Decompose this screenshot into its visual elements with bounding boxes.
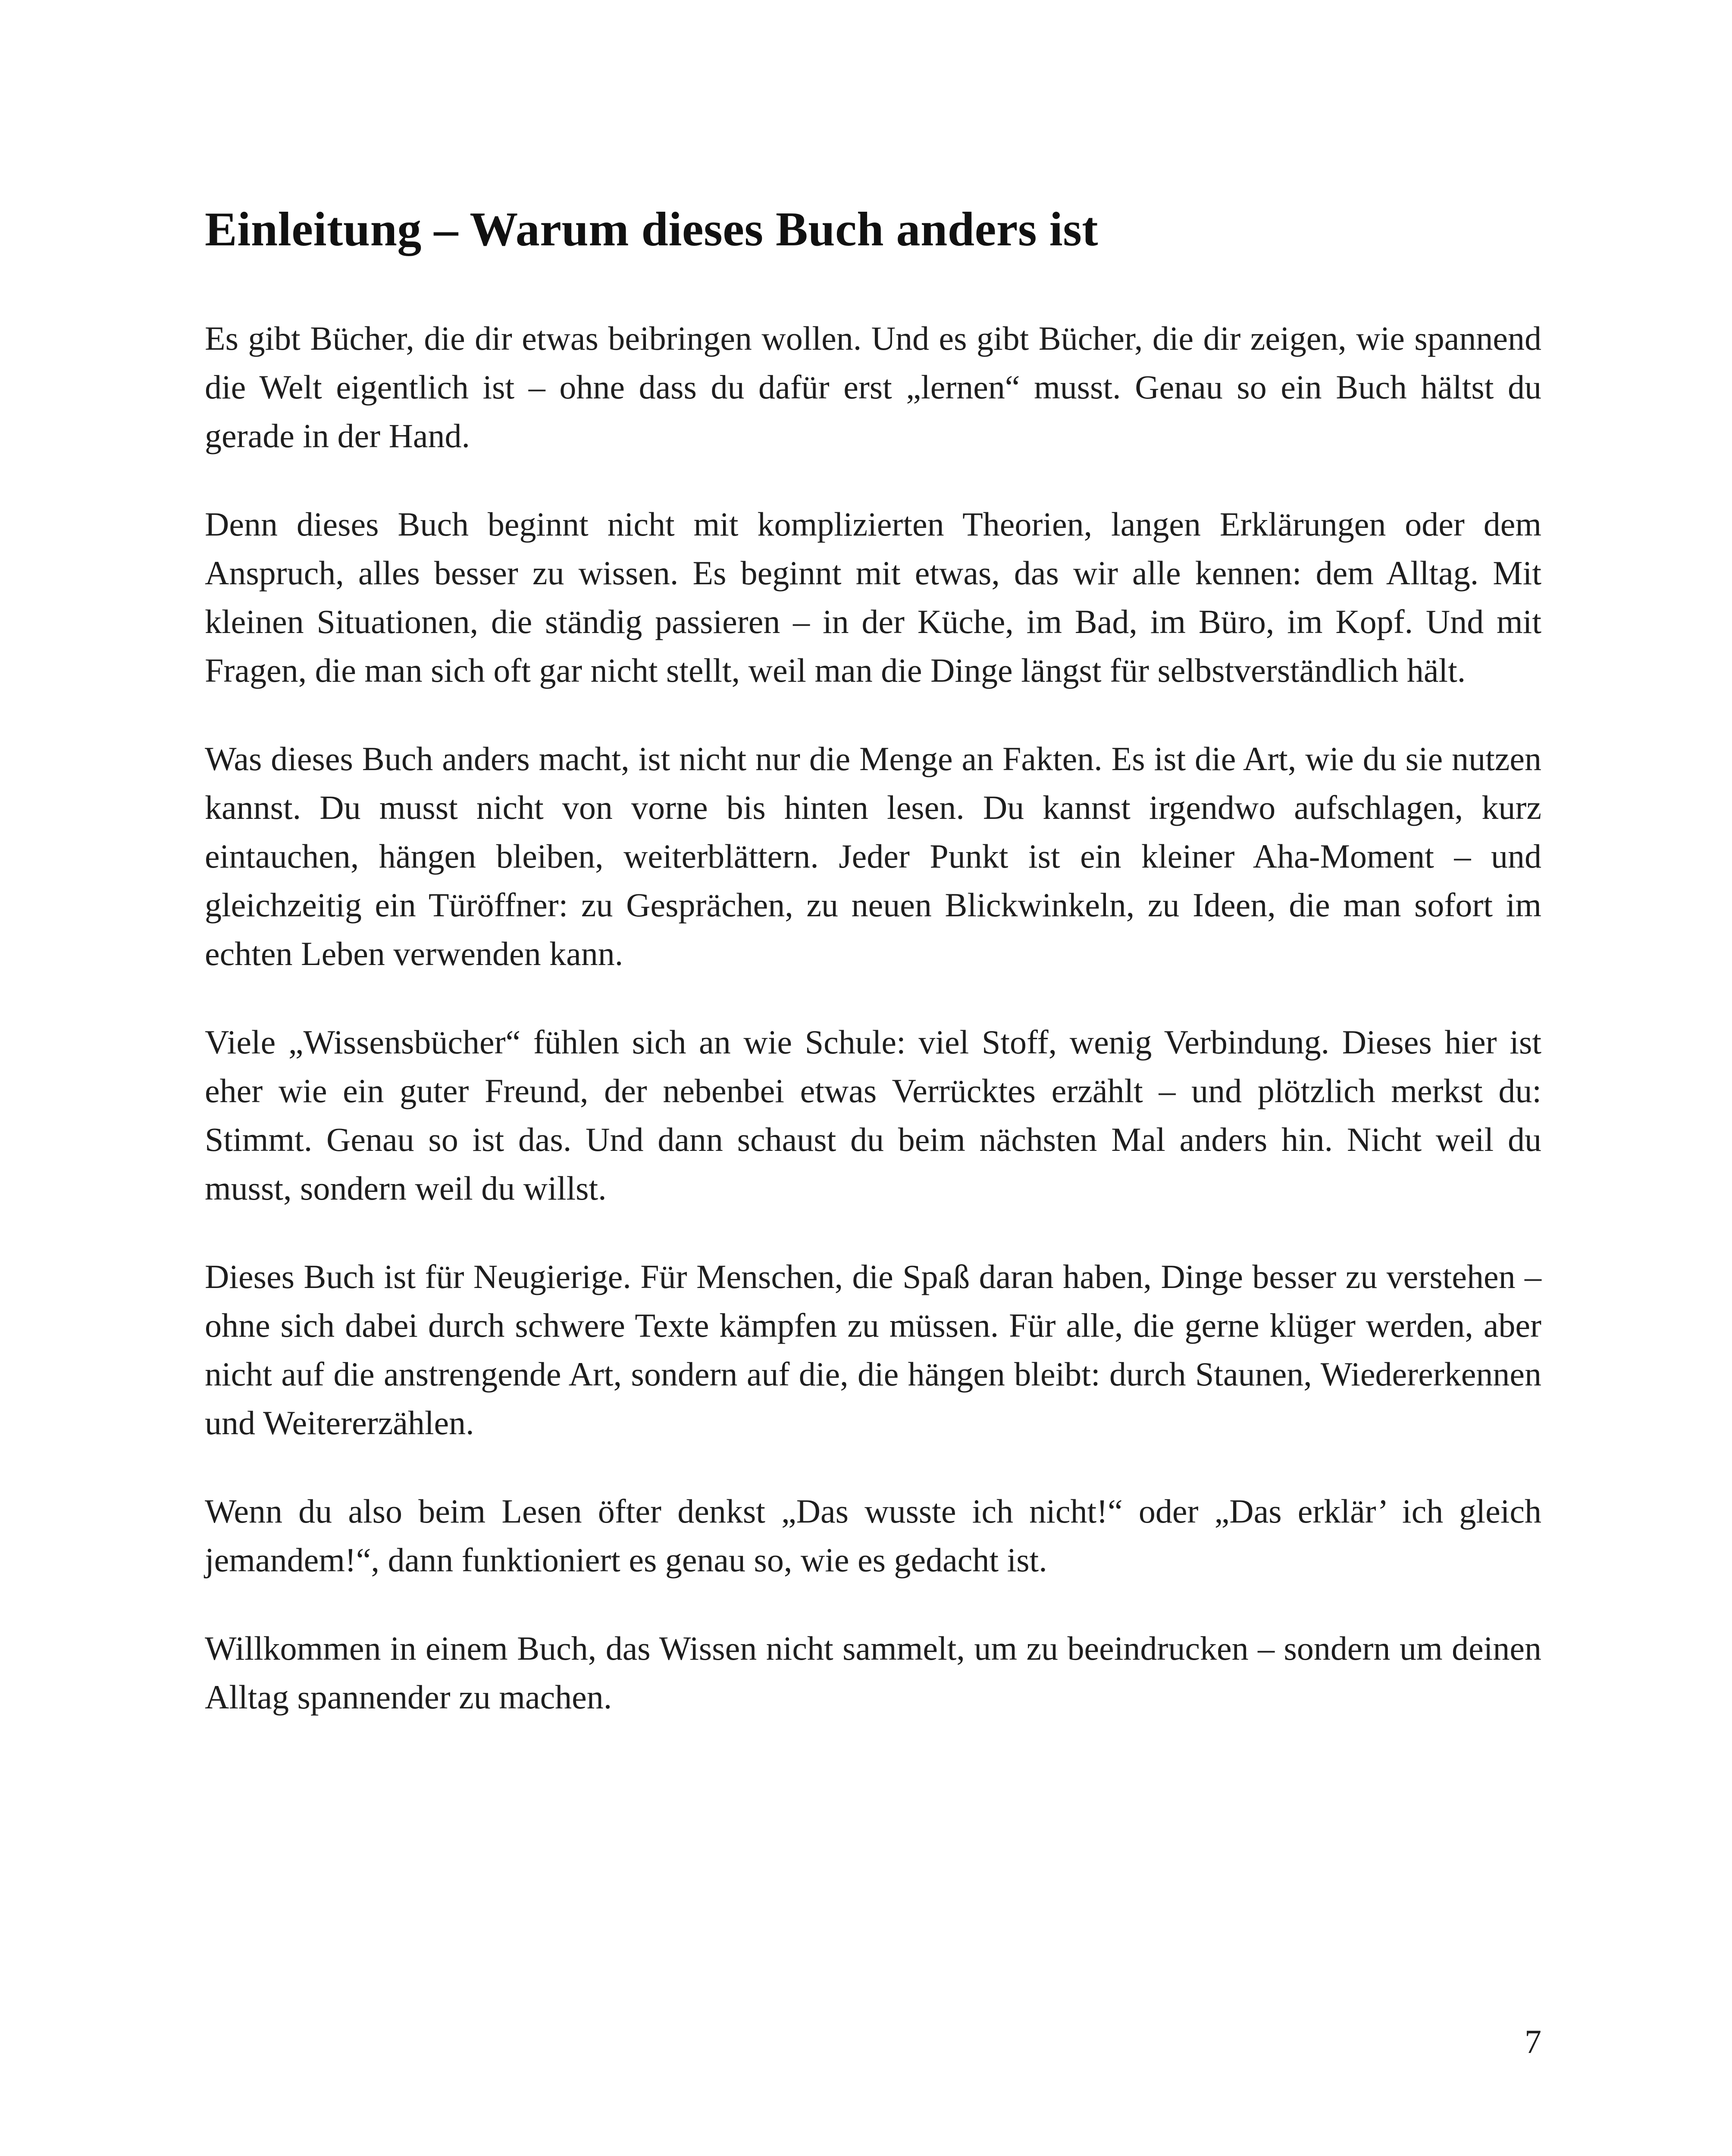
paragraph-2: Denn dieses Buch beginnt nicht mit komplizierten Theorien, langen Erklärungen oder dem Anspruch, alles besser zu wissen. Es beginnt mit etwas, das wir alle kennen: dem Alltag. Mit kleinen Situationen, die ständig passieren – in der Küche, im Bad, im Büro, im Kopf. Und mit Fragen, die man sich oft gar nicht stellt, weil man die Dinge längst für selbstverständlich hält. — [205, 505, 1541, 689]
chapter-title: Einleitung – Warum dieses Buch anders ist — [205, 203, 1099, 256]
paragraph-7: Willkommen in einem Buch, das Wissen nicht sammelt, um zu beeindrucken – sondern um deinen Alltag spannender zu machen. — [205, 1630, 1541, 1716]
paragraph-3: Was dieses Buch anders macht, ist nicht nur die Menge an Fakten. Es ist die Art, wie du sie nutzen kannst. Du musst nicht von vorne bis hinten lesen. Du kannst irgendwo aufschlagen, kurz eintauchen, hängen bleiben, weiterblättern. Jeder Punkt ist ein kleiner Aha-Moment – und gleichzeitig ein Türöffner: zu Gesprächen, zu neuen Blickwinkeln, zu Ideen, die man sofort im echten Leben verwenden kann. — [205, 740, 1541, 972]
paragraph-4: Viele „Wissensbücher“ fühlen sich an wie Schule: viel Stoff, wenig Verbindung. Dieses hier ist eher wie ein guter Freund, der nebenbei etwas Verrücktes erzählt – und plötzlich merkst du: Stimmt. Genau so ist das. Und dann schaust du beim nächsten Mal anders hin. Nicht weil du musst, sondern weil du willst. — [205, 1023, 1541, 1207]
paragraph-1: Es gibt Bücher, die dir etwas beibringen wollen. Und es gibt Bücher, die dir zeigen, wie spannend die Welt eigentlich ist – ohne dass du dafür erst „lernen“ musst. Genau so ein Buch hältst du gerade in der Hand. — [205, 320, 1541, 454]
paragraph-5: Dieses Buch ist für Neugierige. Für Menschen, die Spaß daran haben, Dinge besser zu verstehen – ohne sich dabei durch schwere Texte kämpfen zu müssen. Für alle, die gerne klüger werden, aber nicht auf die anstrengende Art, sondern auf die, die hängen bleibt: durch Staunen, Wiedererkennen und Weitererzählen. — [205, 1258, 1541, 1442]
page-content — [205, 199, 1541, 1761]
page-number: 7 — [1525, 2023, 1541, 2060]
paragraph-6: Wenn du also beim Lesen öfter denkst „Das wusste ich nicht!“ oder „Das erklär’ ich gleich jemandem!“, dann funktioniert es genau so, wie es gedacht ist. — [205, 1492, 1541, 1579]
